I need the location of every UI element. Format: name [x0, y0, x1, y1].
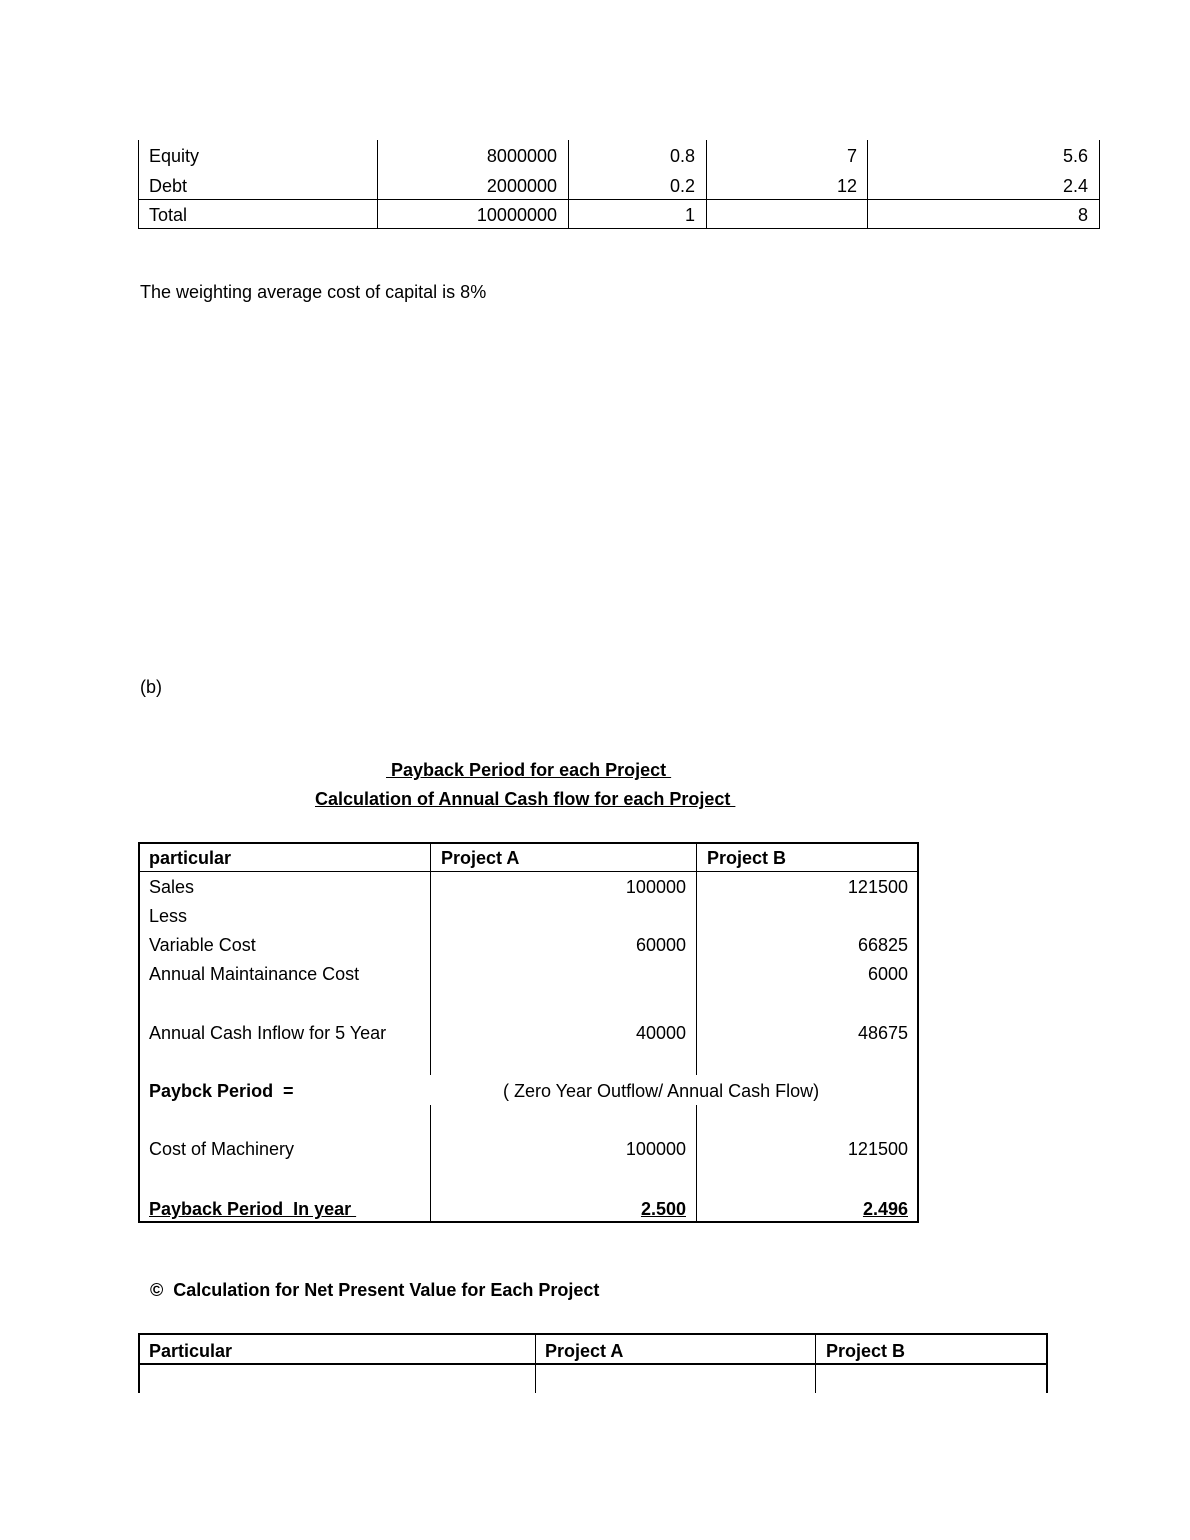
- row-label-machinery: Cost of Machinery: [149, 1139, 295, 1159]
- row-label-formula: Paybck Period =: [149, 1081, 294, 1101]
- table-border: [138, 140, 139, 229]
- sales-project-a: 100000: [625, 877, 686, 897]
- row-label-payback-result: Payback Period In year: [149, 1199, 357, 1219]
- table-border: [138, 1221, 919, 1223]
- wacc-row-cost: 7: [846, 146, 857, 166]
- row-label-sales: Sales: [149, 877, 195, 897]
- table-border: [535, 1333, 536, 1393]
- table-border: [377, 140, 378, 229]
- table-border: [138, 842, 140, 1223]
- table-border: [138, 199, 1100, 200]
- row-label-variable-cost: Variable Cost: [149, 935, 256, 955]
- table-border: [1099, 140, 1100, 229]
- header-particular: particular: [149, 848, 232, 868]
- wacc-row-weight: 0.8: [669, 146, 695, 166]
- table-border: [138, 871, 919, 872]
- wacc-row-amount: 8000000: [486, 146, 557, 166]
- payback-title: Payback Period for each Project: [386, 760, 672, 780]
- table-border: [138, 228, 1100, 229]
- table-border: [1046, 1333, 1048, 1393]
- npv-header-particular: Particular: [149, 1341, 233, 1361]
- table-border: [696, 1105, 697, 1223]
- header-project-a: Project A: [441, 848, 520, 868]
- wacc-row-weighted: 5.6: [1062, 146, 1088, 166]
- npv-header-project-b: Project B: [826, 1341, 906, 1361]
- machinery-project-a: 100000: [625, 1139, 686, 1159]
- variable-cost-project-b: 66825: [857, 935, 908, 955]
- row-label-less: Less: [149, 906, 188, 926]
- table-border: [867, 140, 868, 229]
- table-border: [138, 1333, 140, 1393]
- wacc-row-amount: 10000000: [476, 205, 557, 225]
- wacc-row-amount: 2000000: [486, 176, 557, 196]
- machinery-project-b: 121500: [847, 1139, 908, 1159]
- sales-project-b: 121500: [847, 877, 908, 897]
- table-border: [696, 842, 697, 1075]
- wacc-row-weighted: 2.4: [1062, 176, 1088, 196]
- table-border: [815, 1333, 816, 1393]
- npv-heading: © Calculation for Net Present Value for Each Project: [150, 1280, 600, 1300]
- wacc-row-weighted: 8: [1077, 205, 1088, 225]
- table-border: [138, 1363, 1048, 1365]
- inflow-project-b: 48675: [857, 1023, 908, 1043]
- section-b-label: (b): [140, 677, 162, 697]
- table-border: [706, 140, 707, 229]
- wacc-row-name: Total: [149, 205, 188, 225]
- table-border: [138, 842, 919, 844]
- wacc-row-name: Equity: [149, 146, 200, 166]
- header-project-b: Project B: [707, 848, 787, 868]
- table-border: [568, 140, 569, 229]
- row-label-maintenance: Annual Maintainance Cost: [149, 964, 360, 984]
- inflow-project-a: 40000: [635, 1023, 686, 1043]
- row-label-inflow: Annual Cash Inflow for 5 Year: [149, 1023, 387, 1043]
- variable-cost-project-a: 60000: [635, 935, 686, 955]
- wacc-row-name: Debt: [149, 176, 188, 196]
- wacc-row-weight: 1: [684, 205, 695, 225]
- payback-formula: ( Zero Year Outflow/ Annual Cash Flow): [503, 1081, 820, 1101]
- wacc-row-cost: 12: [836, 176, 857, 196]
- maintenance-project-b: 6000: [867, 964, 908, 984]
- payback-result-project-a: 2.500: [640, 1199, 686, 1219]
- payback-subtitle: Calculation of Annual Cash flow for each Project: [315, 789, 736, 809]
- wacc-row-weight: 0.2: [669, 176, 695, 196]
- table-border: [138, 1333, 1048, 1335]
- wacc-statement: The weighting average cost of capital is 8%: [140, 282, 487, 302]
- table-border: [917, 842, 919, 1223]
- table-border: [430, 842, 431, 1075]
- npv-header-project-a: Project A: [545, 1341, 624, 1361]
- table-border: [430, 1105, 431, 1223]
- payback-result-project-b: 2.496: [862, 1199, 908, 1219]
